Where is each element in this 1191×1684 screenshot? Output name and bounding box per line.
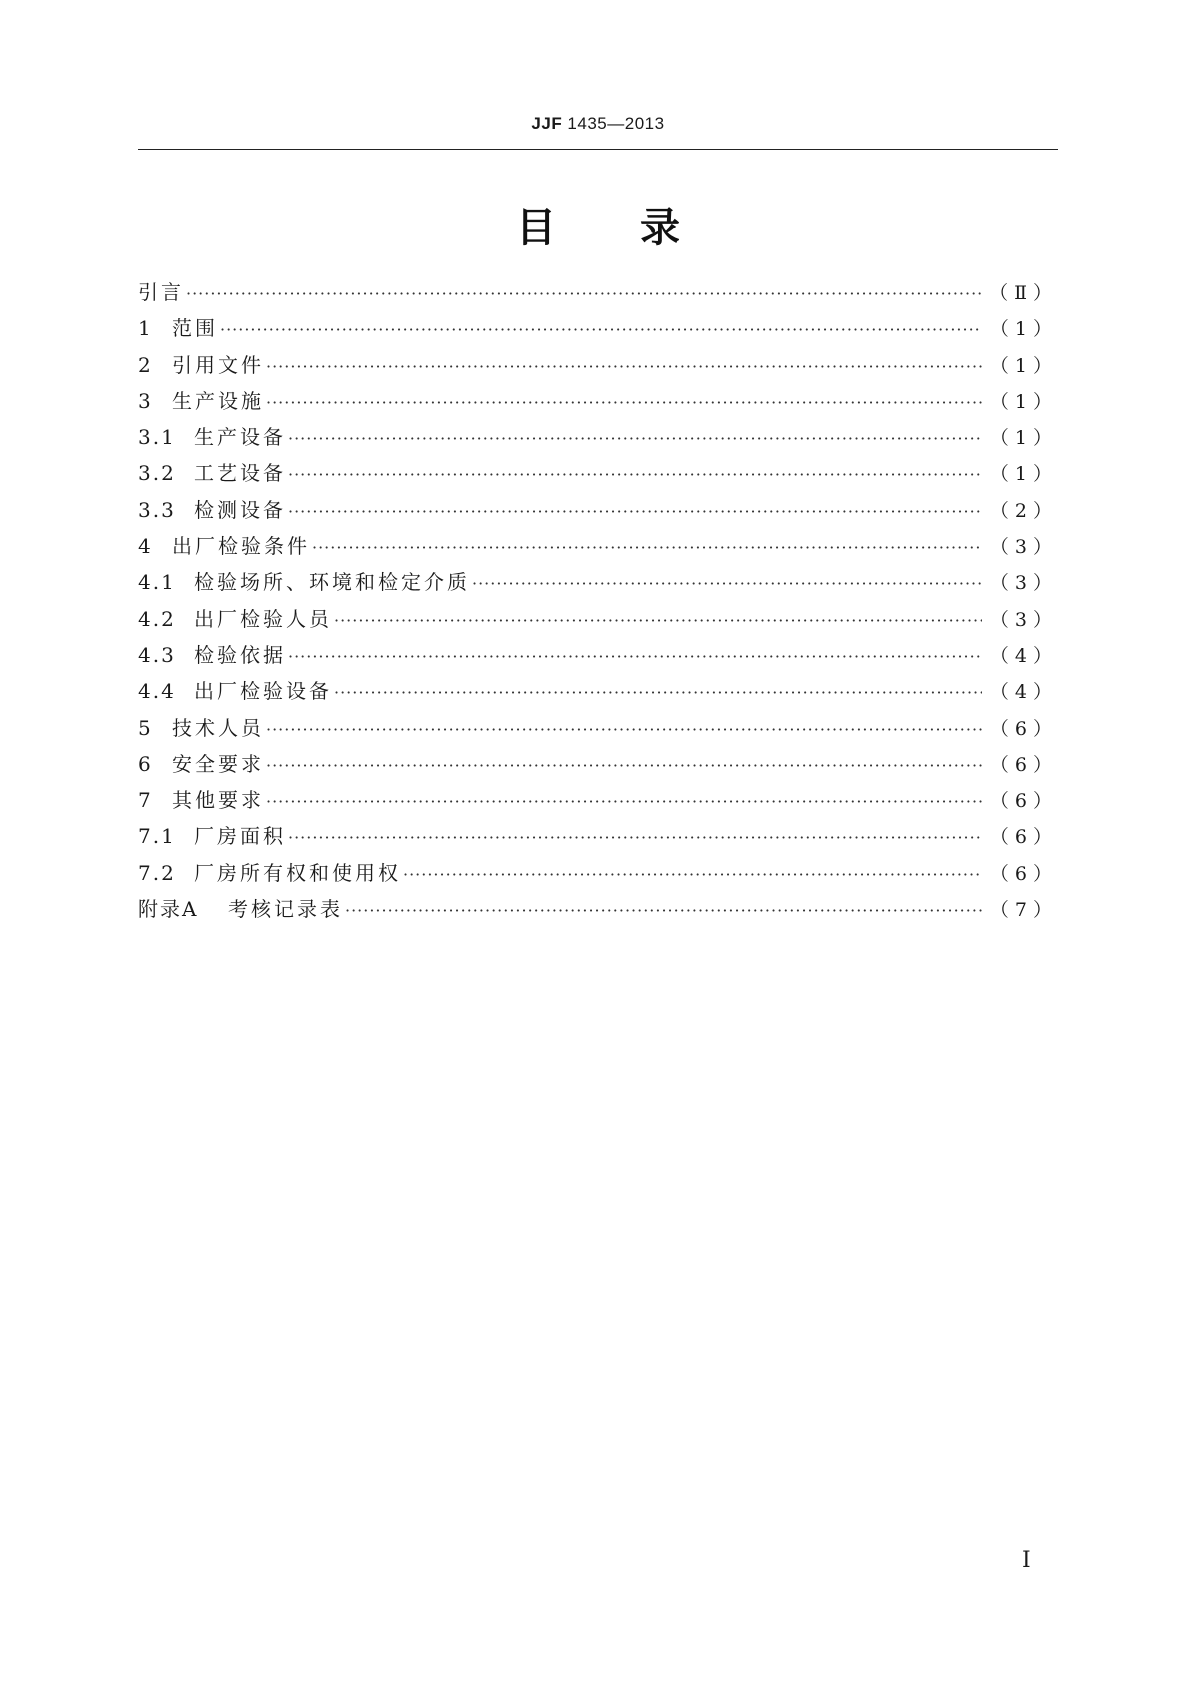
toc-leader-dots [266,748,982,784]
toc-entry-title: 出厂检验条件 [172,534,310,559]
toc-entry[interactable] [138,383,1058,419]
toc-entry-number: 4.1 [138,570,176,595]
toc-entry-page: （Ⅱ） [989,282,1058,304]
toc-leader-dots [266,385,982,421]
toc-entry-title: 检验依据 [194,642,286,667]
toc-entry-page: （4） [989,681,1058,704]
toc-entry-page: （3） [989,572,1058,595]
toc-entry-title: 技术人员 [172,715,264,740]
toc-entry-page: （3） [989,608,1058,631]
toc-leader-dots [312,530,982,566]
toc-entry[interactable] [138,782,1058,818]
toc-entry[interactable] [138,310,1058,346]
toc-entry[interactable] [138,274,1058,310]
toc-leader-dots [186,276,981,312]
toc-leader-dots [266,712,982,748]
toc-leader-dots [334,603,982,639]
toc-entry[interactable] [138,528,1058,564]
toc-entry-number: 5 [138,715,153,740]
toc-entry[interactable] [138,564,1058,600]
toc-leader-dots [266,349,982,385]
toc-entry-page: （6） [989,790,1058,813]
toc-entry-title: 生产设备 [194,425,286,450]
toc-entry-number: 3.1 [138,425,176,450]
toc-entry[interactable] [138,710,1058,746]
toc-entry-page: （2） [989,499,1058,522]
toc-leader-dots [266,784,982,820]
toc-entry-number: 4.3 [138,642,176,667]
toc-entry-page: （1） [989,463,1058,486]
toc-entry-page: （1） [989,318,1058,341]
toc-entry-title: 引用文件 [172,352,264,377]
toc-leader-dots [345,893,982,929]
toc-leader-dots [288,820,982,856]
toc-leader-dots [288,421,982,457]
toc-entry-title: 生产设施 [172,388,264,413]
toc-entry-number: 7.1 [138,824,176,849]
toc-entry[interactable] [138,637,1058,673]
toc-entry-number: 6 [138,751,153,776]
toc-entry-number: 3.3 [138,497,176,522]
toc-entry-page: （3） [989,536,1058,559]
toc-leader-dots [472,566,982,602]
table-of-contents [138,274,1058,927]
toc-leader-dots [403,857,982,893]
toc-leader-dots [288,457,982,493]
toc-entry-number: 7 [138,788,153,813]
toc-entry-page: （1） [989,354,1058,377]
toc-entry-number: 4.4 [138,679,176,704]
toc-leader-dots [220,312,982,348]
toc-entry-page: （6） [989,826,1058,849]
toc-entry-title: 厂房面积 [194,824,286,849]
toc-entry-title: 其他要求 [172,788,264,813]
toc-entry[interactable] [138,347,1058,383]
standard-code-number: 1435—2013 [562,114,665,133]
toc-entry[interactable] [138,455,1058,491]
toc-entry-page: （6） [989,717,1058,740]
toc-entry-page: （7） [989,899,1058,922]
toc-entry-number: 3.2 [138,461,176,486]
toc-leader-dots [334,675,982,711]
toc-entry-page: （6） [989,753,1058,776]
toc-entry-title: 出厂检验设备 [194,679,332,704]
toc-entry-title: 引言 [138,280,184,304]
toc-entry-title: 检测设备 [194,497,286,522]
toc-entry[interactable] [138,891,1058,927]
toc-entry-page: （1） [989,427,1058,450]
toc-entry[interactable] [138,492,1058,528]
toc-entry-number: 附录A [138,897,199,922]
toc-entry[interactable] [138,673,1058,709]
toc-entry-title: 工艺设备 [194,461,286,486]
toc-leader-dots [288,494,982,530]
toc-entry-title: 范围 [172,316,218,341]
toc-entry-title: 厂房所有权和使用权 [194,860,401,885]
toc-entry-title: 安全要求 [172,751,264,776]
toc-entry-page: （6） [989,862,1058,885]
toc-entry-number: 7.2 [138,860,176,885]
standard-code-prefix: JJF [531,114,563,133]
toc-entry-title: 考核记录表 [228,897,343,922]
toc-entry[interactable] [138,601,1058,637]
toc-entry-number: 4.2 [138,606,176,631]
toc-entry[interactable] [138,818,1058,854]
toc-entry[interactable] [138,419,1058,455]
toc-entry[interactable] [138,855,1058,891]
page-title: 目录 [516,205,764,251]
document-header [138,114,1058,134]
toc-entry-page: （4） [989,644,1058,667]
toc-entry-page: （1） [989,390,1058,413]
toc-entry-number: 3 [138,388,153,413]
toc-entry-number: 2 [138,352,153,377]
toc-entry-number: 1 [138,316,153,341]
page-number: Ⅰ [1022,1548,1031,1573]
toc-entry[interactable] [138,746,1058,782]
header-rule [138,149,1058,150]
toc-entry-title: 出厂检验人员 [194,606,332,631]
toc-entry-title: 检验场所、环境和检定介质 [194,570,470,595]
toc-entry-number: 4 [138,534,153,559]
toc-leader-dots [288,639,982,675]
